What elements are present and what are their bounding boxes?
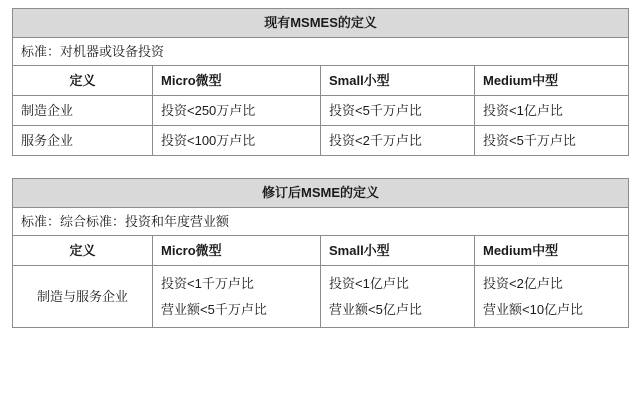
revised-table-title: 修订后MSME的定义: [13, 179, 629, 208]
existing-row-label-manufacturing: 制造企业: [13, 96, 153, 126]
revised-micro-investment: 投资<1千万卢比: [161, 276, 254, 292]
table-row: [13, 207, 629, 236]
table-row: [13, 126, 629, 156]
revised-table-criteria: 标准：综合标准：投资和年度营业额: [13, 207, 629, 236]
revised-row-label-manufacturing-services: 制造与服务企业: [13, 266, 153, 328]
existing-row-label-services: 服务企业: [13, 126, 153, 156]
revised-medium-cell: [475, 266, 629, 328]
table-header-row: [13, 236, 629, 266]
existing-header-definition: 定义: [13, 66, 153, 96]
existing-msme-table: [12, 8, 629, 156]
existing-header-small: Small小型: [321, 66, 475, 96]
revised-micro-turnover: 营业额<5千万卢比: [161, 301, 267, 317]
revised-header-small: Small小型: [321, 236, 475, 266]
revised-small-investment: 投资<1亿卢比: [329, 276, 409, 292]
existing-header-micro: Micro微型: [153, 66, 321, 96]
revised-header-definition: 定义: [13, 236, 153, 266]
existing-services-small: 投资<2千万卢比: [321, 126, 475, 156]
revised-medium-investment: 投资<2亿卢比: [483, 276, 563, 292]
existing-manufacturing-small: 投资<5千万卢比: [321, 96, 475, 126]
revised-msme-table: [12, 178, 629, 328]
table-row: [13, 9, 629, 38]
table-row: [13, 37, 629, 66]
revised-small-turnover: 营业额<5亿卢比: [329, 301, 422, 317]
table-row: [13, 96, 629, 126]
existing-manufacturing-medium: 投资<1亿卢比: [475, 96, 629, 126]
table-spacer: [12, 156, 628, 178]
table-header-row: [13, 66, 629, 96]
existing-services-medium: 投资<5千万卢比: [475, 126, 629, 156]
existing-header-medium: Medium中型: [475, 66, 629, 96]
revised-header-medium: Medium中型: [475, 236, 629, 266]
table-row: [13, 266, 629, 328]
existing-manufacturing-micro: 投资<250万卢比: [153, 96, 321, 126]
existing-table-criteria: 标准：对机器或设备投资: [13, 37, 629, 66]
table-row: [13, 179, 629, 208]
revised-header-micro: Micro微型: [153, 236, 321, 266]
existing-table-title: 现有MSMES的定义: [13, 9, 629, 38]
revised-medium-turnover: 营业额<10亿卢比: [483, 301, 584, 317]
existing-services-micro: 投资<100万卢比: [153, 126, 321, 156]
revised-small-cell: [321, 266, 475, 328]
revised-micro-cell: [153, 266, 321, 328]
